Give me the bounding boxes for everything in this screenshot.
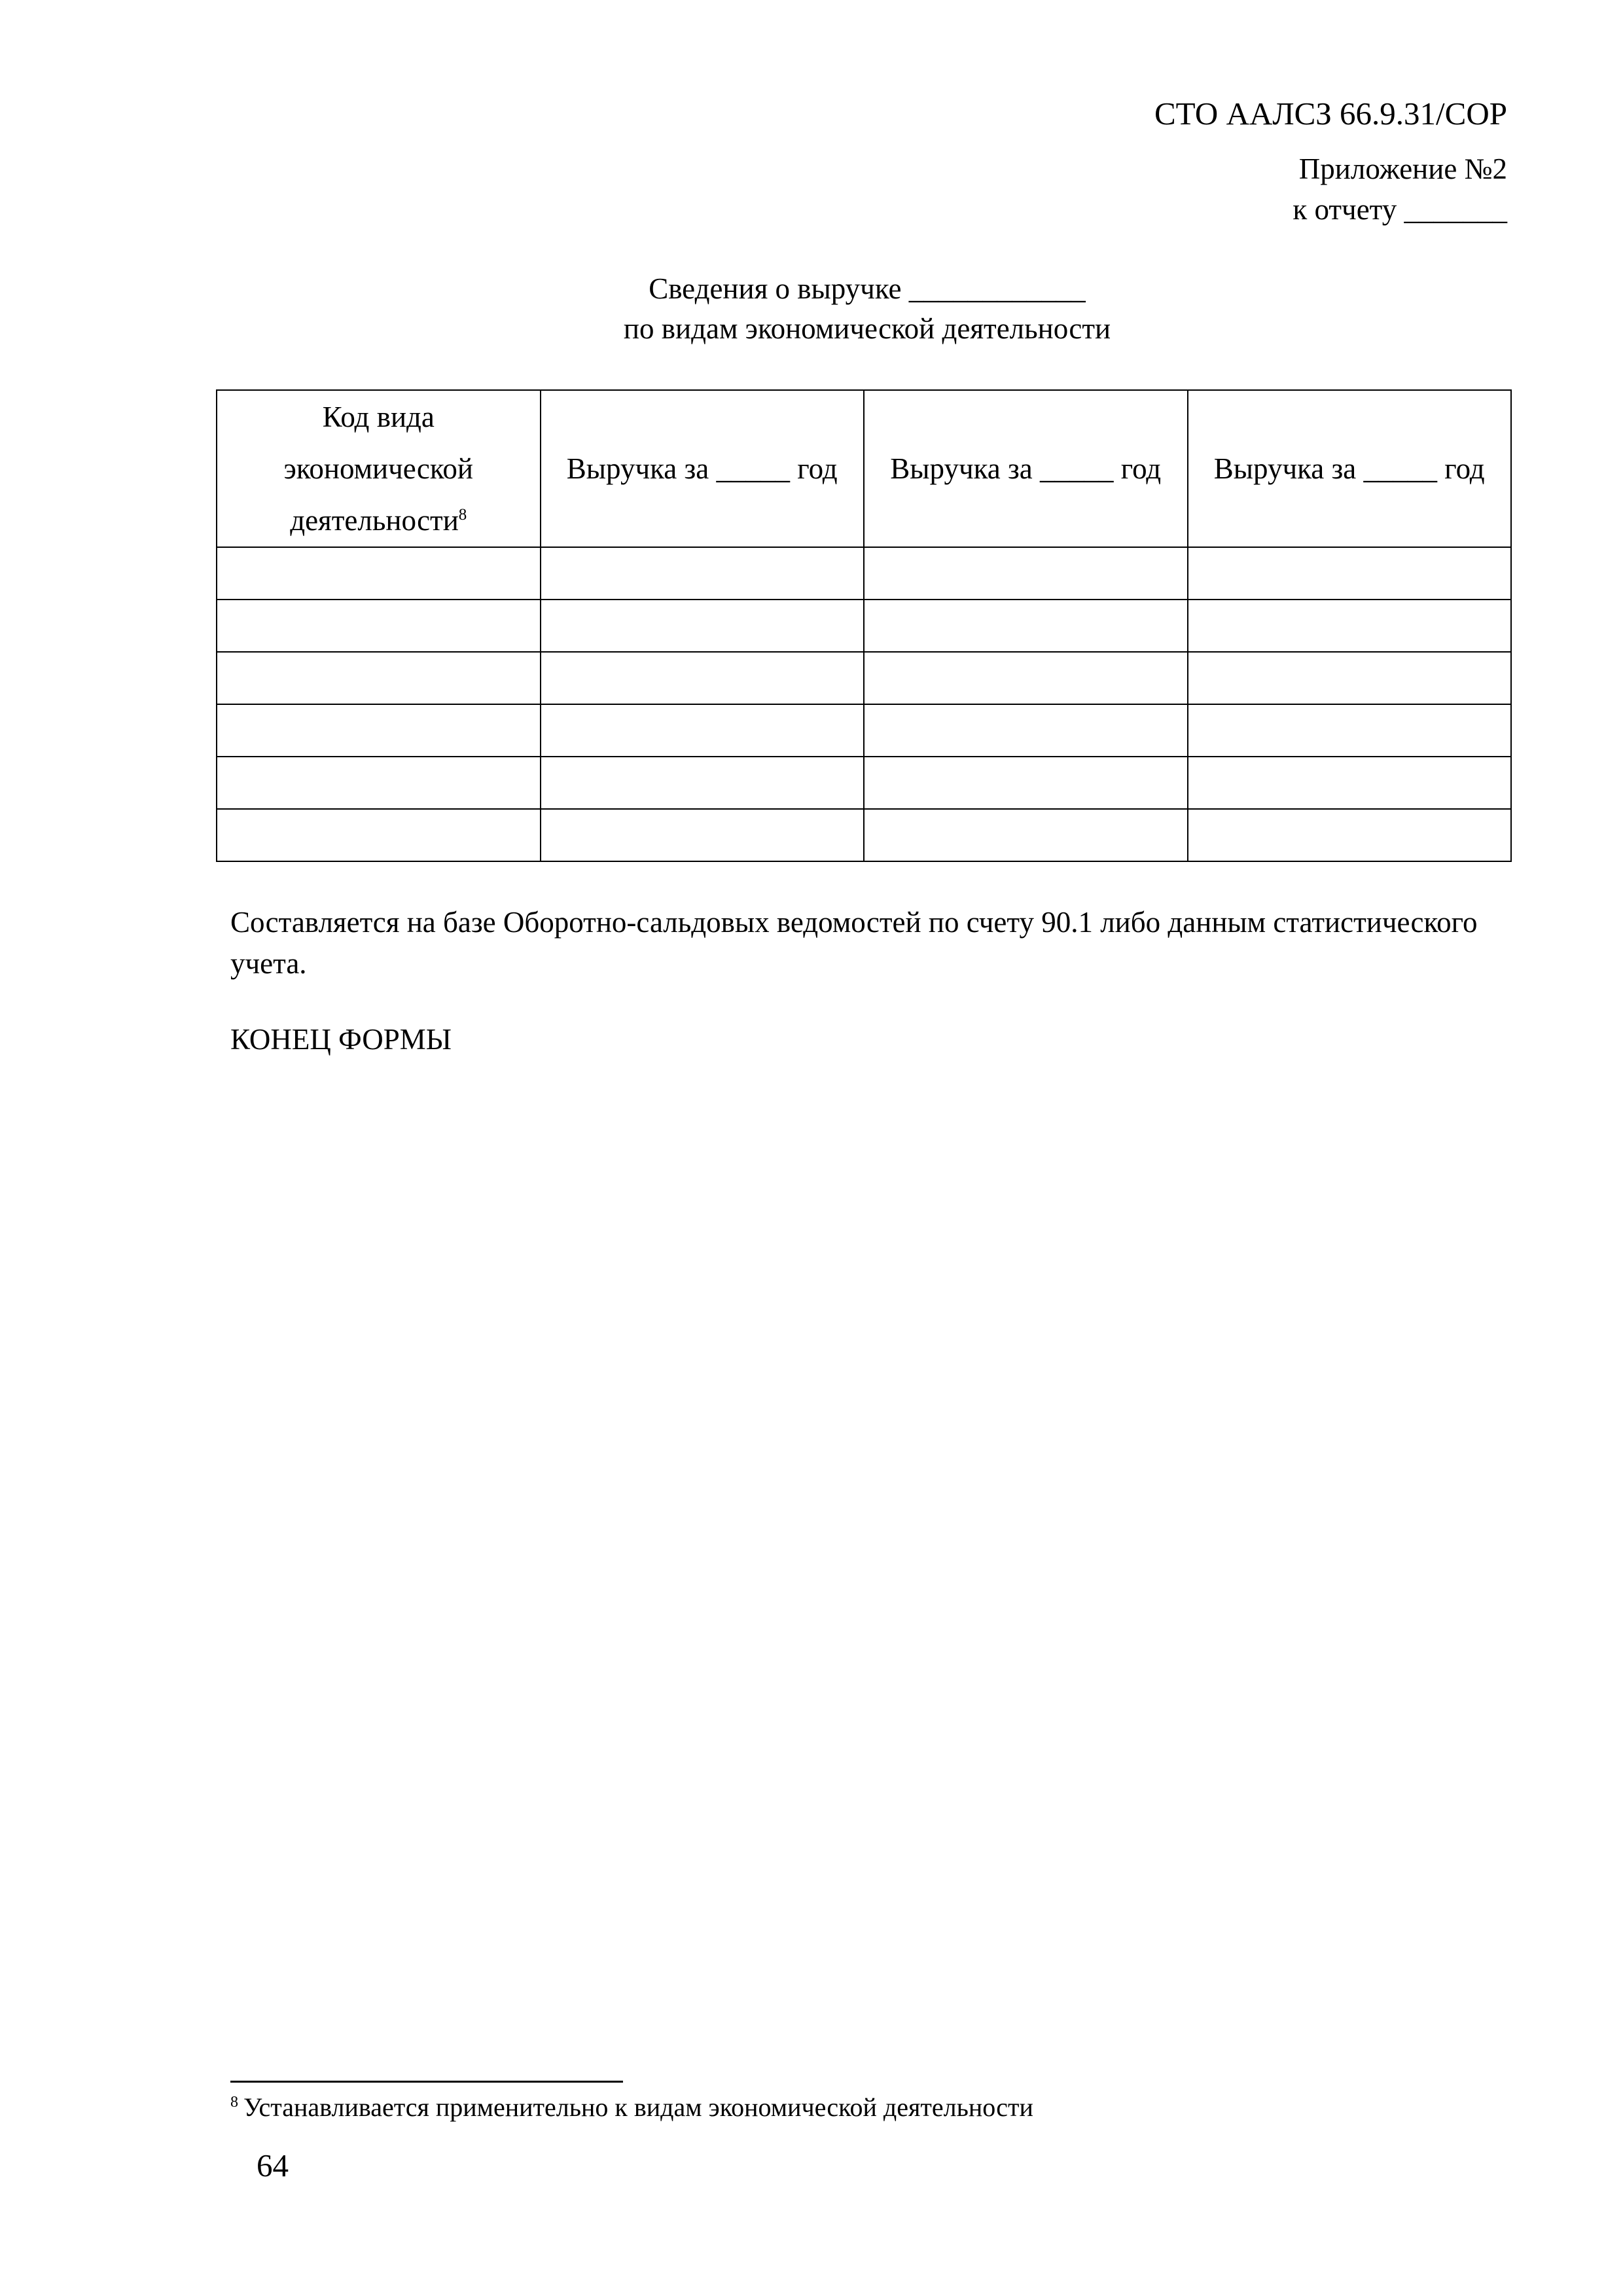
table-cell [1188, 652, 1512, 704]
table-row [217, 652, 1511, 704]
header-activity-code [217, 390, 541, 547]
form-title: Сведения о выручке ____________ [649, 272, 1086, 305]
table-cell [864, 809, 1188, 861]
table-cell [864, 757, 1188, 809]
table-cell [217, 704, 541, 757]
table-row [217, 809, 1511, 861]
table-note: Составляется на базе Оборотно-сальдовых ведомостей по счету 90.1 либо данным статистического учета. [230, 906, 1478, 980]
footnote [230, 2092, 1033, 2123]
header-activity-code-line3: деятельности [290, 503, 459, 537]
table-cell [1188, 704, 1512, 757]
table-cell [217, 809, 541, 861]
table-cell [864, 704, 1188, 757]
table-cell [217, 757, 541, 809]
table-row [217, 547, 1511, 600]
end-of-form-label: КОНЕЦ ФОРМЫ [230, 1023, 452, 1056]
table-cell [541, 704, 865, 757]
table-row [217, 600, 1511, 652]
form-subtitle: по видам экономической деятельности [623, 312, 1111, 345]
footnote-text: Устанавливается применительно к видам экономической деятельности [243, 2092, 1033, 2122]
header-revenue-year-1: Выручка за _____ год [541, 390, 865, 547]
header-revenue-year-3: Выручка за _____ год [1188, 390, 1512, 547]
header-revenue-year-2: Выручка за _____ год [864, 390, 1188, 547]
table-cell [1188, 757, 1512, 809]
table-cell [217, 652, 541, 704]
table-cell [864, 600, 1188, 652]
table-row [217, 757, 1511, 809]
table-cell [541, 600, 865, 652]
table-cell [541, 809, 865, 861]
table-cell [541, 547, 865, 600]
footnote-separator [230, 2081, 623, 2083]
table-cell [864, 547, 1188, 600]
page-number: 64 [257, 2147, 289, 2183]
table-cell [541, 652, 865, 704]
header-activity-code-line1: Код вида [322, 400, 435, 433]
table-cell [1188, 547, 1512, 600]
footnote-number: 8 [230, 2093, 238, 2111]
table-cell [217, 547, 541, 600]
table-cell [1188, 600, 1512, 652]
document-code: СТО ААЛСЗ 66.9.31/СОР [1154, 96, 1507, 132]
header-activity-code-line2: экономической [283, 452, 474, 485]
annex-label: Приложение №2 [1298, 152, 1507, 185]
footnote-reference: 8 [458, 505, 467, 524]
table-cell [864, 652, 1188, 704]
table-row [217, 704, 1511, 757]
revenue-table [216, 389, 1512, 862]
report-reference: к отчету _______ [1293, 193, 1507, 226]
table-header-row [217, 390, 1511, 547]
table-cell [217, 600, 541, 652]
table-cell [1188, 809, 1512, 861]
table-cell [541, 757, 865, 809]
